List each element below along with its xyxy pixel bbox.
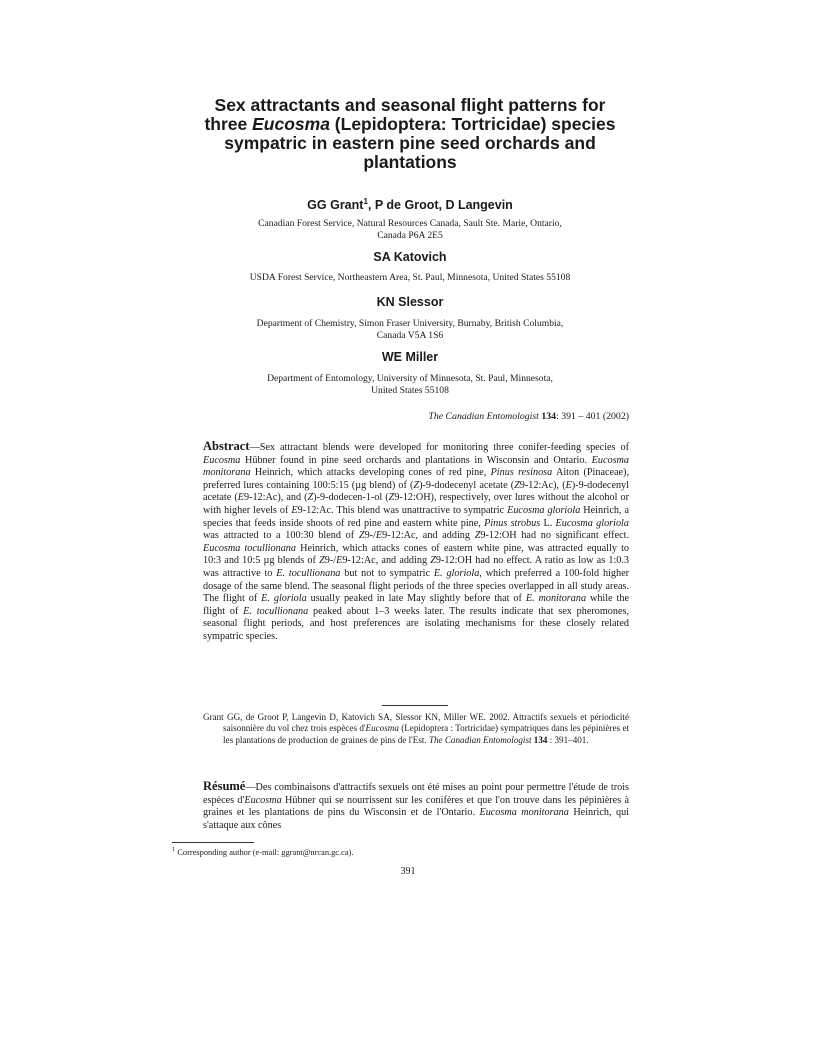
- reference-text: Grant GG, de Groot P, Langevin D, Katovich SA, Slessor KN, Miller WE. 2002. Attractifs sexuels et périodicité saisonnière du vol chez trois espèces d': [203, 712, 629, 734]
- species-name: Eucosma: [244, 794, 282, 806]
- footnote: [172, 846, 632, 857]
- resume-heading: Résumé: [203, 779, 246, 793]
- author-name: WE Miller: [381, 350, 439, 364]
- resume-text: Heinrich, qui s'attaque aux cônes: [203, 807, 629, 831]
- abstract: [203, 440, 629, 644]
- author-group-2: [160, 250, 660, 264]
- species-name: E. tocullionana: [276, 567, 341, 579]
- species-name: Eucosma gloriola: [555, 517, 629, 529]
- resume-dash: —: [245, 782, 256, 793]
- species-name: Pinus resinosa: [490, 467, 553, 479]
- journal-citation: [200, 411, 629, 422]
- abstract-text: )-9-dodecen-1-ol (: [313, 492, 389, 504]
- section-divider: [382, 705, 448, 706]
- author-name: KN Slessor: [376, 295, 444, 309]
- abstract-text: while the flight of: [203, 593, 629, 617]
- author-name: SA Katovich: [373, 250, 447, 264]
- species-name: Pinus strobus: [484, 517, 541, 529]
- abstract-dash: —: [249, 442, 260, 453]
- abstract-text: 9-/: [324, 555, 337, 567]
- journal-volume: 134: [541, 411, 557, 422]
- abstract-text: L.: [540, 517, 556, 529]
- species-name: E. gloriola: [433, 567, 480, 579]
- isomer-label: Z: [430, 555, 436, 567]
- abstract-text: but not to sympatric: [340, 567, 434, 579]
- journal-pages: : 391 – 401 (2002): [556, 411, 629, 422]
- isomer-label: Z: [319, 555, 325, 567]
- abstract-heading: Abstract: [203, 439, 250, 453]
- abstract-text: was attracted to a 100:30 blend of: [203, 530, 359, 542]
- page-number: 391: [400, 866, 416, 877]
- title-line-2-pre: three: [204, 114, 253, 134]
- abstract-text: 9-12:OH), respectively, over lures without the alcohol or with higher levels of: [203, 492, 629, 516]
- affiliation-line: Canada V5A 1S6: [376, 330, 444, 341]
- resume: [203, 780, 629, 832]
- author-group-4: [160, 350, 660, 364]
- species-name: Eucosma gloriola: [507, 504, 581, 516]
- species-name: E. tocullionana: [243, 605, 309, 617]
- abstract-text: , which preferred a 100-fold higher dosage of the same blend. The seasonal flight periods of the three species overlapped in all study areas. The flight of: [203, 567, 629, 605]
- journal-volume: 134: [533, 734, 548, 745]
- isomer-label: E: [291, 504, 298, 516]
- abstract-text: )-9-dodecenyl acetate (: [419, 479, 515, 491]
- affiliation-line: United States 55108: [371, 385, 449, 396]
- abstract-text: 9-12:Ac), and (: [243, 492, 308, 504]
- abstract-text: Heinrich, which attacks developing cones of red pine,: [250, 467, 491, 479]
- affiliation-3: [180, 318, 640, 342]
- abstract-text: 9-/: [364, 530, 376, 542]
- title-line-1: Sex attractants and seasonal flight patterns for: [214, 95, 606, 115]
- footnote-divider: [172, 842, 254, 843]
- french-reference: [203, 712, 629, 746]
- isomer-label: Z: [474, 530, 481, 542]
- affiliation-line: Department of Entomology, University of Minnesota, St. Paul, Minnesota,: [267, 373, 553, 384]
- author-group-3: [160, 295, 660, 309]
- paper-title: [160, 96, 660, 172]
- title-genus: Eucosma: [252, 114, 330, 134]
- isomer-label: E: [375, 530, 383, 542]
- abstract-text: Heinrich, which attacks cones of eastern white pine, was attracted equally to 10:3 and 10:5 µg blends of: [203, 542, 629, 567]
- species-name: Eucosma monitorana: [203, 454, 629, 479]
- abstract-text: 9-12:Ac), (: [519, 479, 566, 491]
- abstract-text: Heinrich, a species that feeds inside shoots of red pine and eastern white pine,: [203, 504, 630, 529]
- isomer-label: E: [237, 492, 244, 504]
- author-names-rest: , P de Groot, D Langevin: [367, 198, 513, 213]
- reference-text: : 391–401.: [547, 734, 589, 745]
- isomer-label: Z: [514, 479, 520, 491]
- species-name: Eucosma monitorana: [479, 807, 569, 819]
- abstract-text: 9-12:Ac, and adding: [342, 555, 431, 567]
- abstract-text: )-9-dodecenyl acetate (: [203, 479, 629, 504]
- resume-text: Des combinaisons d'attractifs sexuels ont été mises au point pour permettre l'étude de trois espèces d': [203, 782, 629, 806]
- title-line-3: sympatric in eastern pine seed orchards and: [224, 133, 596, 153]
- resume-text: Hübner qui se nourrissent sur les conifères et que l'on trouve dans les pépinières à graines et les plantations de pins du Wisconsin et de l'Ontario.: [203, 794, 629, 819]
- abstract-text: usually peaked in late May slightly before that of: [306, 593, 526, 605]
- abstract-text: 9-12:OH had no significant effect.: [480, 530, 629, 542]
- footnote-text: Corresponding author (e-mail: ggrant@nrcan.gc.ca).: [175, 847, 354, 857]
- isomer-label: Z: [307, 492, 314, 504]
- title-line-2-post: (Lepidoptera: Tortricidae) species: [329, 114, 616, 134]
- species-name: Eucosma: [203, 454, 241, 466]
- isomer-label: E: [565, 479, 572, 491]
- affiliation-line: Department of Chemistry, Simon Fraser University, Burnaby, British Columbia,: [256, 318, 564, 329]
- footnote-marker: 1: [172, 846, 176, 853]
- affiliation-line: Canada P6A 2E5: [377, 230, 443, 241]
- isomer-label: E: [336, 555, 343, 567]
- affiliation-line: Canadian Forest Service, Natural Resources Canada, Sault Ste. Marie, Ontario,: [258, 218, 562, 229]
- journal-name: The Canadian Entomologist: [428, 411, 539, 422]
- abstract-text: 9-12:Ac, and adding: [382, 530, 475, 542]
- species-name: E. gloriola: [261, 593, 307, 605]
- affiliation-1: [180, 218, 640, 242]
- affiliation-line: USDA Forest Service, Northeastern Area, St. Paul, Minnesota, United States 55108: [249, 272, 571, 283]
- author-name: GG Grant: [307, 198, 364, 213]
- journal-name: The Canadian Entomologist: [428, 734, 532, 745]
- title-line-4: plantations: [363, 152, 457, 172]
- species-name: E. monitorana: [525, 593, 587, 605]
- author-group-1: [160, 197, 660, 212]
- footnote-marker: 1: [363, 197, 368, 206]
- isomer-label: Z: [358, 530, 365, 542]
- abstract-text: peaked about 1–3 weeks later. The results indicate that sex pheromones, seasonal flight periods, and host preferences are isolating mechanisms for these closely related sympatric species.: [203, 605, 629, 642]
- isomer-label: Z: [413, 479, 420, 491]
- affiliation-2: [180, 272, 640, 284]
- species-name: Eucosma: [365, 723, 399, 734]
- species-name: Eucosma tocullionana: [203, 542, 296, 554]
- abstract-text: Hübner found in pine seed orchards and plantations in Wisconsin and Ontario.: [240, 454, 592, 466]
- abstract-text: 9-12:OH had no effect. A ratio as low as 1:0.3 was attractive to: [203, 555, 630, 579]
- reference-text: (Lepidoptera : Tortricidae) sympatriques dans les pépinières et les plantations de production de graines de pins de l'Est.: [223, 723, 630, 745]
- affiliation-4: [180, 373, 640, 397]
- abstract-text: Aiton (Pinaceae), preferred lures containing 100:5:15 (µg blend) of (: [203, 467, 629, 491]
- abstract-text: 9-12:Ac. This blend was unattractive to sympatric: [297, 504, 508, 516]
- abstract-text: Sex attractant blends were developed for monitoring three conifer-feeding species of: [259, 442, 629, 453]
- isomer-label: Z: [388, 492, 395, 504]
